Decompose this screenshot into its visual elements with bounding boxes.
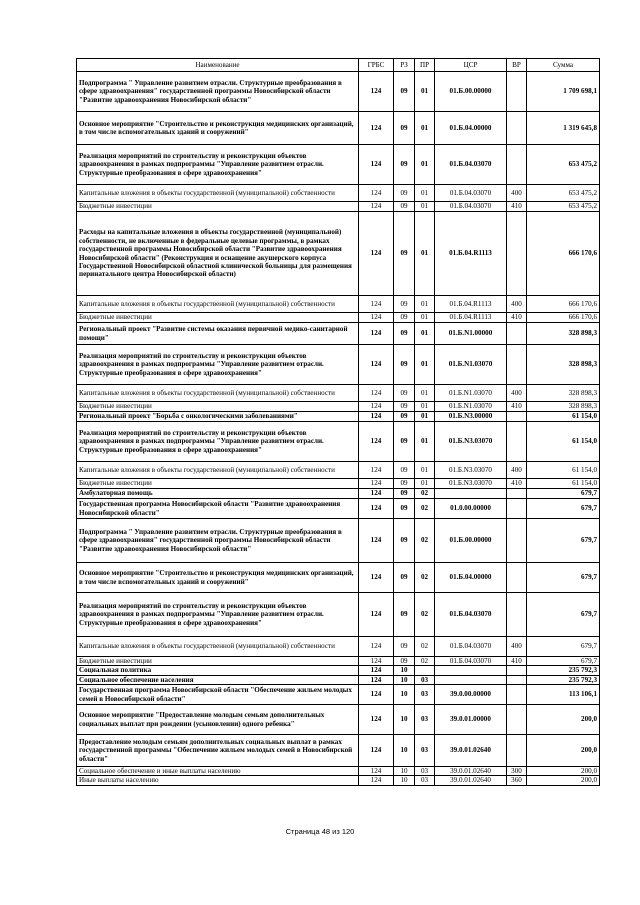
cell-vr <box>507 705 527 735</box>
cell-rz: 09 <box>394 313 415 323</box>
table-row <box>77 735 600 767</box>
table-row <box>77 685 600 705</box>
cell-pr: 01 <box>415 145 435 185</box>
cell-vr: 400 <box>507 185 527 202</box>
cell-grbs: 124 <box>359 202 394 212</box>
cell-grbs: 124 <box>359 637 394 657</box>
cell-sum: 200,0 <box>527 776 600 785</box>
cell-sum: 200,0 <box>527 705 600 735</box>
cell-sum: 653 475,2 <box>527 145 600 185</box>
column-header-vr: ВР <box>507 59 527 72</box>
cell-grbs: 124 <box>359 145 394 185</box>
table-row <box>77 412 600 422</box>
cell-pr: 01 <box>415 412 435 422</box>
table-row <box>77 72 600 112</box>
cell-name: Основное мероприятие "Строительство и реконструкция медицинских организаций, в том числе вспомогательных зданий и сооружений" <box>77 112 359 145</box>
table-row <box>77 563 600 593</box>
cell-vr: 360 <box>507 776 527 785</box>
cell-rz: 09 <box>394 296 415 313</box>
cell-name: Бюджетные инвестиции <box>77 313 359 323</box>
cell-pr: 01 <box>415 202 435 212</box>
cell-rz: 09 <box>394 112 415 145</box>
cell-pr: 02 <box>415 593 435 637</box>
cell-name: Государственная программа Новосибирской области "Развитие здравоохранения Новосибирской области" <box>77 499 359 519</box>
cell-csr: 39.0.00.00000 <box>435 685 507 705</box>
cell-grbs: 124 <box>359 112 394 145</box>
cell-grbs: 124 <box>359 72 394 112</box>
table-row <box>77 112 600 145</box>
cell-csr: 01.Б.N3.00000 <box>435 412 507 422</box>
cell-rz: 09 <box>394 422 415 462</box>
table-row <box>77 637 600 657</box>
cell-name: Бюджетные инвестиции <box>77 202 359 212</box>
table-row <box>77 499 600 519</box>
cell-pr: 03 <box>415 675 435 684</box>
cell-rz: 09 <box>394 185 415 202</box>
cell-pr: 02 <box>415 519 435 563</box>
cell-pr: 01 <box>415 385 435 402</box>
table-row <box>77 593 600 637</box>
cell-grbs: 124 <box>359 593 394 637</box>
cell-vr: 400 <box>507 385 527 402</box>
cell-pr: 03 <box>415 776 435 785</box>
cell-name: Реализация мероприятий по строительству и реконструкции объектов здравоохранения в рамках подпрограммы "Управление развитием отрасли. Структурные преобразования в сфере здравоохранения" <box>77 422 359 462</box>
cell-rz: 09 <box>394 72 415 112</box>
cell-vr: 300 <box>507 767 527 776</box>
cell-csr: 01.Б.00.00000 <box>435 519 507 563</box>
column-header-grbs: ГРБС <box>359 59 394 72</box>
cell-pr: 02 <box>415 499 435 519</box>
table-row <box>77 666 600 675</box>
cell-csr: 01.Б.00.00000 <box>435 72 507 112</box>
cell-vr: 400 <box>507 637 527 657</box>
cell-pr: 03 <box>415 735 435 767</box>
cell-pr: 02 <box>415 563 435 593</box>
column-header-name: Наименование <box>77 59 359 72</box>
cell-csr: 01.Б.N1.03070 <box>435 402 507 412</box>
table-row <box>77 519 600 563</box>
table-row <box>77 323 600 345</box>
cell-rz: 09 <box>394 412 415 422</box>
cell-pr: 03 <box>415 767 435 776</box>
cell-name: Капитальные вложения в объекты государственной (муниципальной) собственности <box>77 637 359 657</box>
cell-grbs: 124 <box>359 685 394 705</box>
cell-grbs: 124 <box>359 479 394 489</box>
cell-vr <box>507 212 527 296</box>
cell-sum: 61 154,0 <box>527 422 600 462</box>
cell-vr <box>507 666 527 675</box>
cell-sum: 328 898,3 <box>527 385 600 402</box>
cell-rz: 09 <box>394 323 415 345</box>
cell-rz: 10 <box>394 735 415 767</box>
cell-name: Социальная политика <box>77 666 359 675</box>
cell-csr: 01.0.00.00000 <box>435 499 507 519</box>
table-row <box>77 776 600 785</box>
cell-rz: 09 <box>394 499 415 519</box>
cell-grbs: 124 <box>359 296 394 313</box>
cell-grbs: 124 <box>359 666 394 675</box>
cell-grbs: 124 <box>359 313 394 323</box>
cell-csr: 01.Б.N3.03070 <box>435 462 507 479</box>
table-row <box>77 479 600 489</box>
table-row <box>77 345 600 385</box>
cell-vr <box>507 72 527 112</box>
cell-pr: 02 <box>415 489 435 499</box>
cell-name: Бюджетные инвестиции <box>77 402 359 412</box>
cell-pr: 01 <box>415 112 435 145</box>
cell-name: Амбулаторная помощь <box>77 489 359 499</box>
cell-sum: 328 898,3 <box>527 323 600 345</box>
cell-grbs: 124 <box>359 462 394 479</box>
cell-sum: 235 792,3 <box>527 666 600 675</box>
table-row <box>77 185 600 202</box>
cell-rz: 10 <box>394 666 415 675</box>
cell-sum: 653 475,2 <box>527 202 600 212</box>
cell-vr <box>507 422 527 462</box>
cell-name: Капитальные вложения в объекты государственной (муниципальной) собственности <box>77 462 359 479</box>
cell-rz: 09 <box>394 402 415 412</box>
cell-vr <box>507 735 527 767</box>
cell-grbs: 124 <box>359 767 394 776</box>
cell-name: Капитальные вложения в объекты государственной (муниципальной) собственности <box>77 385 359 402</box>
table-body <box>77 72 600 786</box>
cell-pr: 01 <box>415 313 435 323</box>
cell-sum: 679,7 <box>527 519 600 563</box>
column-header-sum: Сумма <box>527 59 600 72</box>
cell-vr <box>507 489 527 499</box>
cell-name: Предоставление молодым семьям дополнительных социальных выплат в рамках государственной программы "Обеспечение жильем молодых семей в Новосибирской области" <box>77 735 359 767</box>
table-row <box>77 657 600 666</box>
cell-csr: 39.0.01.02640 <box>435 767 507 776</box>
cell-vr: 410 <box>507 402 527 412</box>
cell-sum: 200,0 <box>527 767 600 776</box>
cell-pr: 02 <box>415 637 435 657</box>
cell-rz: 09 <box>394 593 415 637</box>
cell-name: Бюджетные инвестиции <box>77 479 359 489</box>
cell-rz: 09 <box>394 145 415 185</box>
cell-grbs: 124 <box>359 212 394 296</box>
cell-csr: 39.0.01.00000 <box>435 705 507 735</box>
cell-rz: 09 <box>394 563 415 593</box>
table-row <box>77 145 600 185</box>
cell-pr: 01 <box>415 185 435 202</box>
cell-grbs: 124 <box>359 499 394 519</box>
cell-grbs: 124 <box>359 519 394 563</box>
cell-vr <box>507 145 527 185</box>
cell-rz: 10 <box>394 705 415 735</box>
cell-vr <box>507 685 527 705</box>
cell-grbs: 124 <box>359 563 394 593</box>
cell-vr: 400 <box>507 296 527 313</box>
cell-name: Социальное обеспечение и иные выплаты населению <box>77 767 359 776</box>
cell-rz: 09 <box>394 462 415 479</box>
cell-name: Капитальные вложения в объекты государственной (муниципальной) собственности <box>77 296 359 313</box>
cell-sum: 61 154,0 <box>527 412 600 422</box>
cell-sum: 328 898,3 <box>527 402 600 412</box>
cell-csr: 01.Б.04.R1113 <box>435 313 507 323</box>
column-header-pr: ПР <box>415 59 435 72</box>
cell-pr: 02 <box>415 657 435 666</box>
cell-sum: 666 170,6 <box>527 212 600 296</box>
cell-sum: 1 319 645,8 <box>527 112 600 145</box>
cell-csr: 01.Б.N1.00000 <box>435 323 507 345</box>
cell-csr: 01.Б.N1.03070 <box>435 345 507 385</box>
cell-vr: 410 <box>507 313 527 323</box>
cell-name: Бюджетные инвестиции <box>77 657 359 666</box>
cell-vr <box>507 499 527 519</box>
cell-csr: 39.0.01.02640 <box>435 776 507 785</box>
cell-sum: 235 792,3 <box>527 675 600 684</box>
cell-name: Расходы на капитальные вложения в объекты государственной (муниципальной) собственности, не включенные в федеральные целевые программы, в рамках государственной программы Новосибирской области "Развитие здравоохранения Новосибирской области" (Реконструкция и оснащение акушерского корпуса Государственной Новосибирской областной клинической больницы для размещения перинатального центра Новосибирской области) <box>77 212 359 296</box>
cell-rz: 10 <box>394 685 415 705</box>
cell-pr: 01 <box>415 422 435 462</box>
cell-grbs: 124 <box>359 402 394 412</box>
cell-sum: 653 475,2 <box>527 185 600 202</box>
cell-rz: 09 <box>394 657 415 666</box>
cell-csr: 01.Б.04.03070 <box>435 202 507 212</box>
cell-pr: 03 <box>415 705 435 735</box>
table-row <box>77 489 600 499</box>
cell-grbs: 124 <box>359 705 394 735</box>
table-row <box>77 767 600 776</box>
cell-name: Иные выплаты населению <box>77 776 359 785</box>
cell-csr: 01.Б.04.00000 <box>435 112 507 145</box>
cell-vr <box>507 593 527 637</box>
cell-rz: 09 <box>394 479 415 489</box>
cell-pr: 03 <box>415 685 435 705</box>
table-row <box>77 422 600 462</box>
cell-name: Реализация мероприятий по строительству и реконструкции объектов здравоохранения в рамках подпрограммы "Управление развитием отрасли. Структурные преобразования в сфере здравоохранения" <box>77 345 359 385</box>
cell-csr <box>435 489 507 499</box>
cell-rz: 10 <box>394 675 415 684</box>
column-header-rz: РЗ <box>394 59 415 72</box>
cell-pr: 01 <box>415 296 435 313</box>
cell-name: Подпрограмма " Управление развитием отрасли. Структурные преобразования в сфере здравоохранения" государственной программы Новосибирской области "Развитие здравоохранения Новосибирской области" <box>77 519 359 563</box>
cell-rz: 09 <box>394 489 415 499</box>
cell-sum: 666 170,6 <box>527 313 600 323</box>
cell-name: Региональный проект "Развитие системы оказания первичной медико-санитарной помощи" <box>77 323 359 345</box>
cell-sum: 666 170,6 <box>527 296 600 313</box>
cell-csr: 01.Б.04.03070 <box>435 593 507 637</box>
cell-sum: 61 154,0 <box>527 462 600 479</box>
cell-pr <box>415 666 435 675</box>
cell-grbs: 124 <box>359 675 394 684</box>
cell-pr: 01 <box>415 402 435 412</box>
cell-name: Капитальные вложения в объекты государственной (муниципальной) собственности <box>77 185 359 202</box>
table-row <box>77 462 600 479</box>
cell-csr: 01.Б.04.03070 <box>435 637 507 657</box>
budget-table <box>76 58 600 786</box>
cell-grbs: 124 <box>359 385 394 402</box>
cell-vr <box>507 345 527 385</box>
cell-vr <box>507 675 527 684</box>
cell-sum: 679,7 <box>527 637 600 657</box>
cell-grbs: 124 <box>359 345 394 385</box>
cell-csr: 01.Б.04.03070 <box>435 657 507 666</box>
cell-name: Основное мероприятие "Строительство и реконструкция медицинских организаций, в том числе вспомогательных зданий и сооружений" <box>77 563 359 593</box>
cell-grbs: 124 <box>359 422 394 462</box>
table-row <box>77 296 600 313</box>
cell-vr <box>507 412 527 422</box>
cell-rz: 10 <box>394 776 415 785</box>
cell-pr: 01 <box>415 479 435 489</box>
cell-sum: 679,7 <box>527 489 600 499</box>
cell-sum: 1 709 698,1 <box>527 72 600 112</box>
cell-rz: 10 <box>394 767 415 776</box>
table-row <box>77 212 600 296</box>
cell-csr: 01.Б.04.R1113 <box>435 296 507 313</box>
cell-rz: 09 <box>394 519 415 563</box>
page-number: Страница 48 из 120 <box>285 827 355 836</box>
cell-vr: 410 <box>507 202 527 212</box>
cell-sum: 679,7 <box>527 563 600 593</box>
cell-pr: 01 <box>415 462 435 479</box>
cell-sum: 61 154,0 <box>527 479 600 489</box>
cell-csr <box>435 675 507 684</box>
cell-vr: 410 <box>507 657 527 666</box>
cell-csr <box>435 666 507 675</box>
budget-table-sheet <box>76 58 599 786</box>
cell-name: Реализация мероприятий по строительству и реконструкции объектов здравоохранения в рамках подпрограммы "Управление развитием отрасли. Структурные преобразования в сфере здравоохранения" <box>77 145 359 185</box>
cell-csr: 01.Б.04.R1113 <box>435 212 507 296</box>
cell-pr: 01 <box>415 345 435 385</box>
cell-vr: 410 <box>507 479 527 489</box>
cell-csr: 01.Б.N1.03070 <box>435 385 507 402</box>
cell-grbs: 124 <box>359 489 394 499</box>
cell-csr: 01.Б.04.00000 <box>435 563 507 593</box>
cell-csr: 01.Б.N3.03070 <box>435 479 507 489</box>
cell-name: Реализация мероприятий по строительству и реконструкции объектов здравоохранения в рамках подпрограммы "Управление развитием отрасли. Структурные преобразования в сфере здравоохранения" <box>77 593 359 637</box>
table-row <box>77 385 600 402</box>
cell-vr <box>507 112 527 145</box>
cell-pr: 01 <box>415 212 435 296</box>
cell-rz: 09 <box>394 385 415 402</box>
column-header-csr: ЦСР <box>435 59 507 72</box>
table-row <box>77 675 600 684</box>
cell-grbs: 124 <box>359 185 394 202</box>
cell-sum: 200,0 <box>527 735 600 767</box>
cell-rz: 09 <box>394 637 415 657</box>
cell-grbs: 124 <box>359 735 394 767</box>
cell-name: Государственная программа Новосибирской области "Обеспечение жильем молодых семей в Новосибирской области" <box>77 685 359 705</box>
cell-vr <box>507 519 527 563</box>
table-row <box>77 313 600 323</box>
table-row <box>77 202 600 212</box>
cell-csr: 01.Б.04.03070 <box>435 145 507 185</box>
cell-sum: 679,7 <box>527 657 600 666</box>
cell-pr: 01 <box>415 323 435 345</box>
cell-sum: 679,7 <box>527 499 600 519</box>
cell-sum: 113 106,1 <box>527 685 600 705</box>
cell-grbs: 124 <box>359 776 394 785</box>
cell-csr: 01.Б.04.03070 <box>435 185 507 202</box>
table-row <box>77 402 600 412</box>
cell-grbs: 124 <box>359 412 394 422</box>
cell-name: Социальное обеспечение населения <box>77 675 359 684</box>
cell-rz: 09 <box>394 212 415 296</box>
cell-grbs: 124 <box>359 657 394 666</box>
cell-name: Подпрограмма " Управление развитием отрасли. Структурные преобразования в сфере здравоохранения" государственной программы Новосибирской области "Развитие здравоохранения Новосибирской области" <box>77 72 359 112</box>
cell-csr: 01.Б.N3.03070 <box>435 422 507 462</box>
cell-vr <box>507 323 527 345</box>
cell-rz: 09 <box>394 345 415 385</box>
cell-name: Региональный проект "Борьба с онкологическими заболеваниями" <box>77 412 359 422</box>
cell-vr: 400 <box>507 462 527 479</box>
cell-pr: 01 <box>415 72 435 112</box>
cell-sum: 328 898,3 <box>527 345 600 385</box>
table-row <box>77 705 600 735</box>
cell-grbs: 124 <box>359 323 394 345</box>
cell-sum: 679,7 <box>527 593 600 637</box>
cell-name: Основное мероприятие "Предоставление молодым семьям дополнительных социальных выплат при рождении (усыновлении) одного ребенка" <box>77 705 359 735</box>
cell-rz: 09 <box>394 202 415 212</box>
cell-csr: 39.0.01.02640 <box>435 735 507 767</box>
table-header-row <box>77 59 600 72</box>
cell-vr <box>507 563 527 593</box>
